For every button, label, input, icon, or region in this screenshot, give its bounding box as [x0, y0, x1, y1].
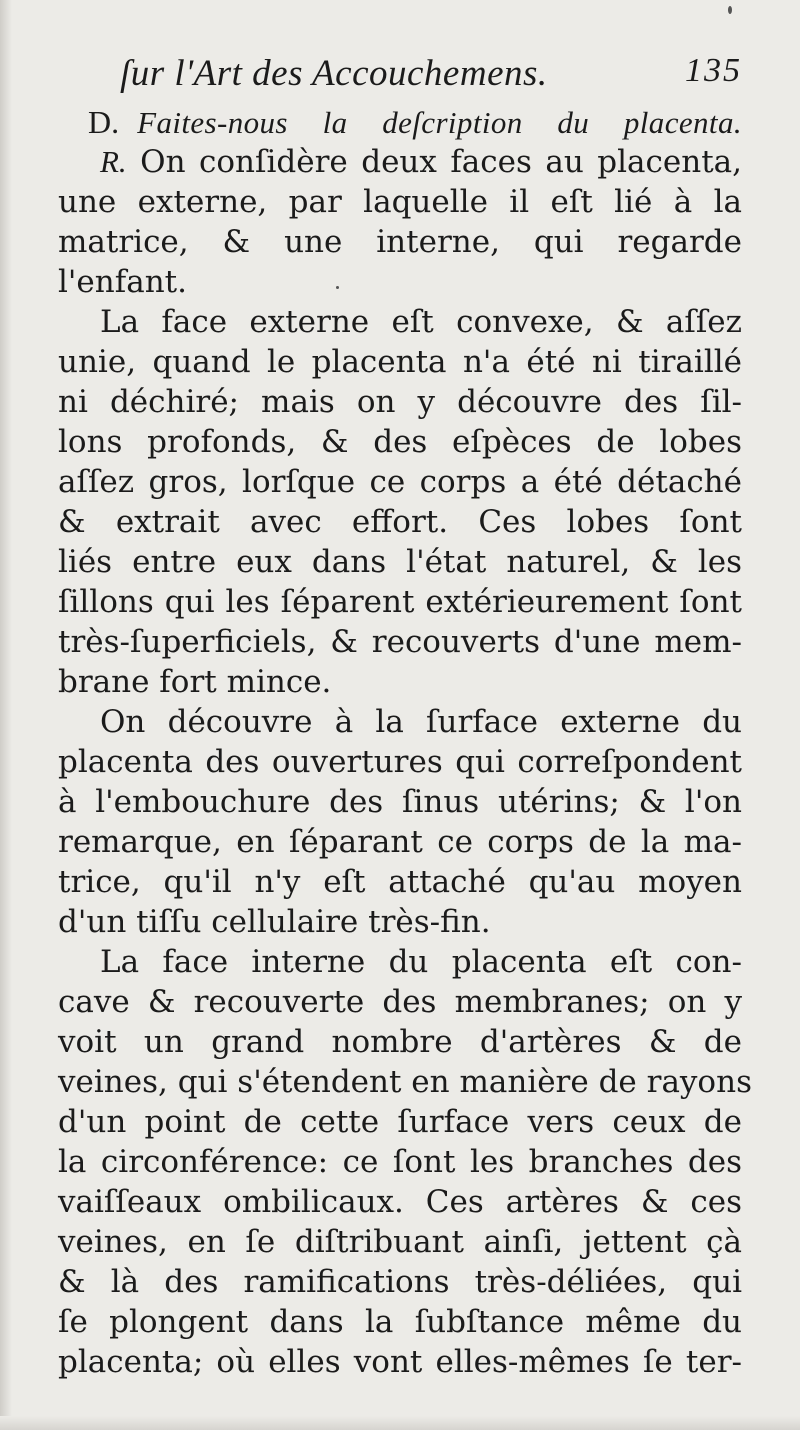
paragraph — [58, 702, 742, 942]
text-line: placenta; où elles vont elles-mêmes ſe ter- — [58, 1344, 742, 1380]
text-line: d'un point de cette ſurface vers ceux de — [58, 1104, 742, 1140]
text-line: & extrait avec effort. Ces lobes ſont — [58, 504, 742, 540]
text-line: veines, en ſe diſtribuant ainſi, jettent çà — [58, 1224, 742, 1260]
text-line: liés entre eux dans l'état naturel, & les — [58, 544, 742, 580]
text-line: brane fort mince. — [58, 664, 332, 700]
paragraph — [58, 142, 742, 302]
ink-speck — [336, 286, 339, 289]
text-line: On découvre à la ſurface externe du — [100, 704, 742, 740]
paragraph — [58, 302, 742, 702]
text-line: trice, qu'il n'y eſt attaché qu'au moyen — [58, 864, 742, 900]
text-line: lons profonds, & des eſpèces de lobes — [58, 424, 742, 460]
text-line: unie, quand le placenta n'a été ni tiraillé — [58, 344, 742, 380]
text-line: voit un grand nombre d'artères & de — [58, 1024, 742, 1060]
running-title: ſur l'Art des Accouchemens. — [120, 53, 548, 94]
text-line: aſſez gros, lorſque ce corps a été détaché — [58, 464, 742, 500]
text-line: cave & recouverte des membranes; on y — [58, 984, 742, 1020]
text-line: ſe plongent dans la ſubſtance même du — [58, 1304, 742, 1340]
page-number: 135 — [685, 52, 742, 89]
paragraph — [58, 942, 752, 1382]
text-line: La face externe eſt convexe, & aſſez — [100, 304, 742, 340]
text-line: vaiſſeaux ombilicaux. Ces artères & ces — [58, 1184, 742, 1220]
text-line: la circonférence: ce ſont les branches des — [58, 1144, 742, 1180]
text-line: remarque, en ſéparant ce corps de la ma- — [58, 824, 742, 860]
text-line: matrice, & une interne, qui regarde — [58, 224, 742, 260]
page-text — [58, 52, 752, 1382]
text-line: très-ſuperficiels, & recouverts d'une mem- — [58, 624, 742, 660]
page-bottom-edge — [0, 1416, 800, 1430]
text-line: La face interne du placenta eſt con- — [100, 944, 742, 980]
ink-speck — [728, 6, 732, 14]
text-line: ni déchiré; mais on y découvre des ſil- — [58, 384, 742, 420]
text-line: veines, qui s'étendent en manière de rayons — [58, 1064, 752, 1100]
text-line: à l'embouchure des ſinus utérins; & l'on — [58, 784, 742, 820]
text-line: l'enfant. — [58, 264, 187, 300]
page-header — [58, 52, 742, 102]
text-line: placenta des ouvertures qui correſpondent — [58, 744, 742, 780]
text-line: d'un tiſſu cellulaire très-fin. — [58, 904, 491, 940]
page-gutter-shadow — [0, 0, 12, 1430]
question-line — [58, 102, 742, 142]
text-line: une externe, par laquelle il eſt lié à la — [58, 184, 742, 220]
text-line: & là des ramifications très-déliées, qui — [58, 1264, 742, 1300]
text-line — [58, 142, 742, 182]
question-label: D. — [88, 104, 120, 140]
question-text: Faites-nous la deſcription du placenta. — [137, 105, 742, 140]
text-line: ſillons qui les ſéparent extérieurement ſont — [58, 584, 742, 620]
answer-label: R. — [100, 144, 127, 179]
line-text: On conſidère deux faces au placenta, — [140, 144, 743, 180]
